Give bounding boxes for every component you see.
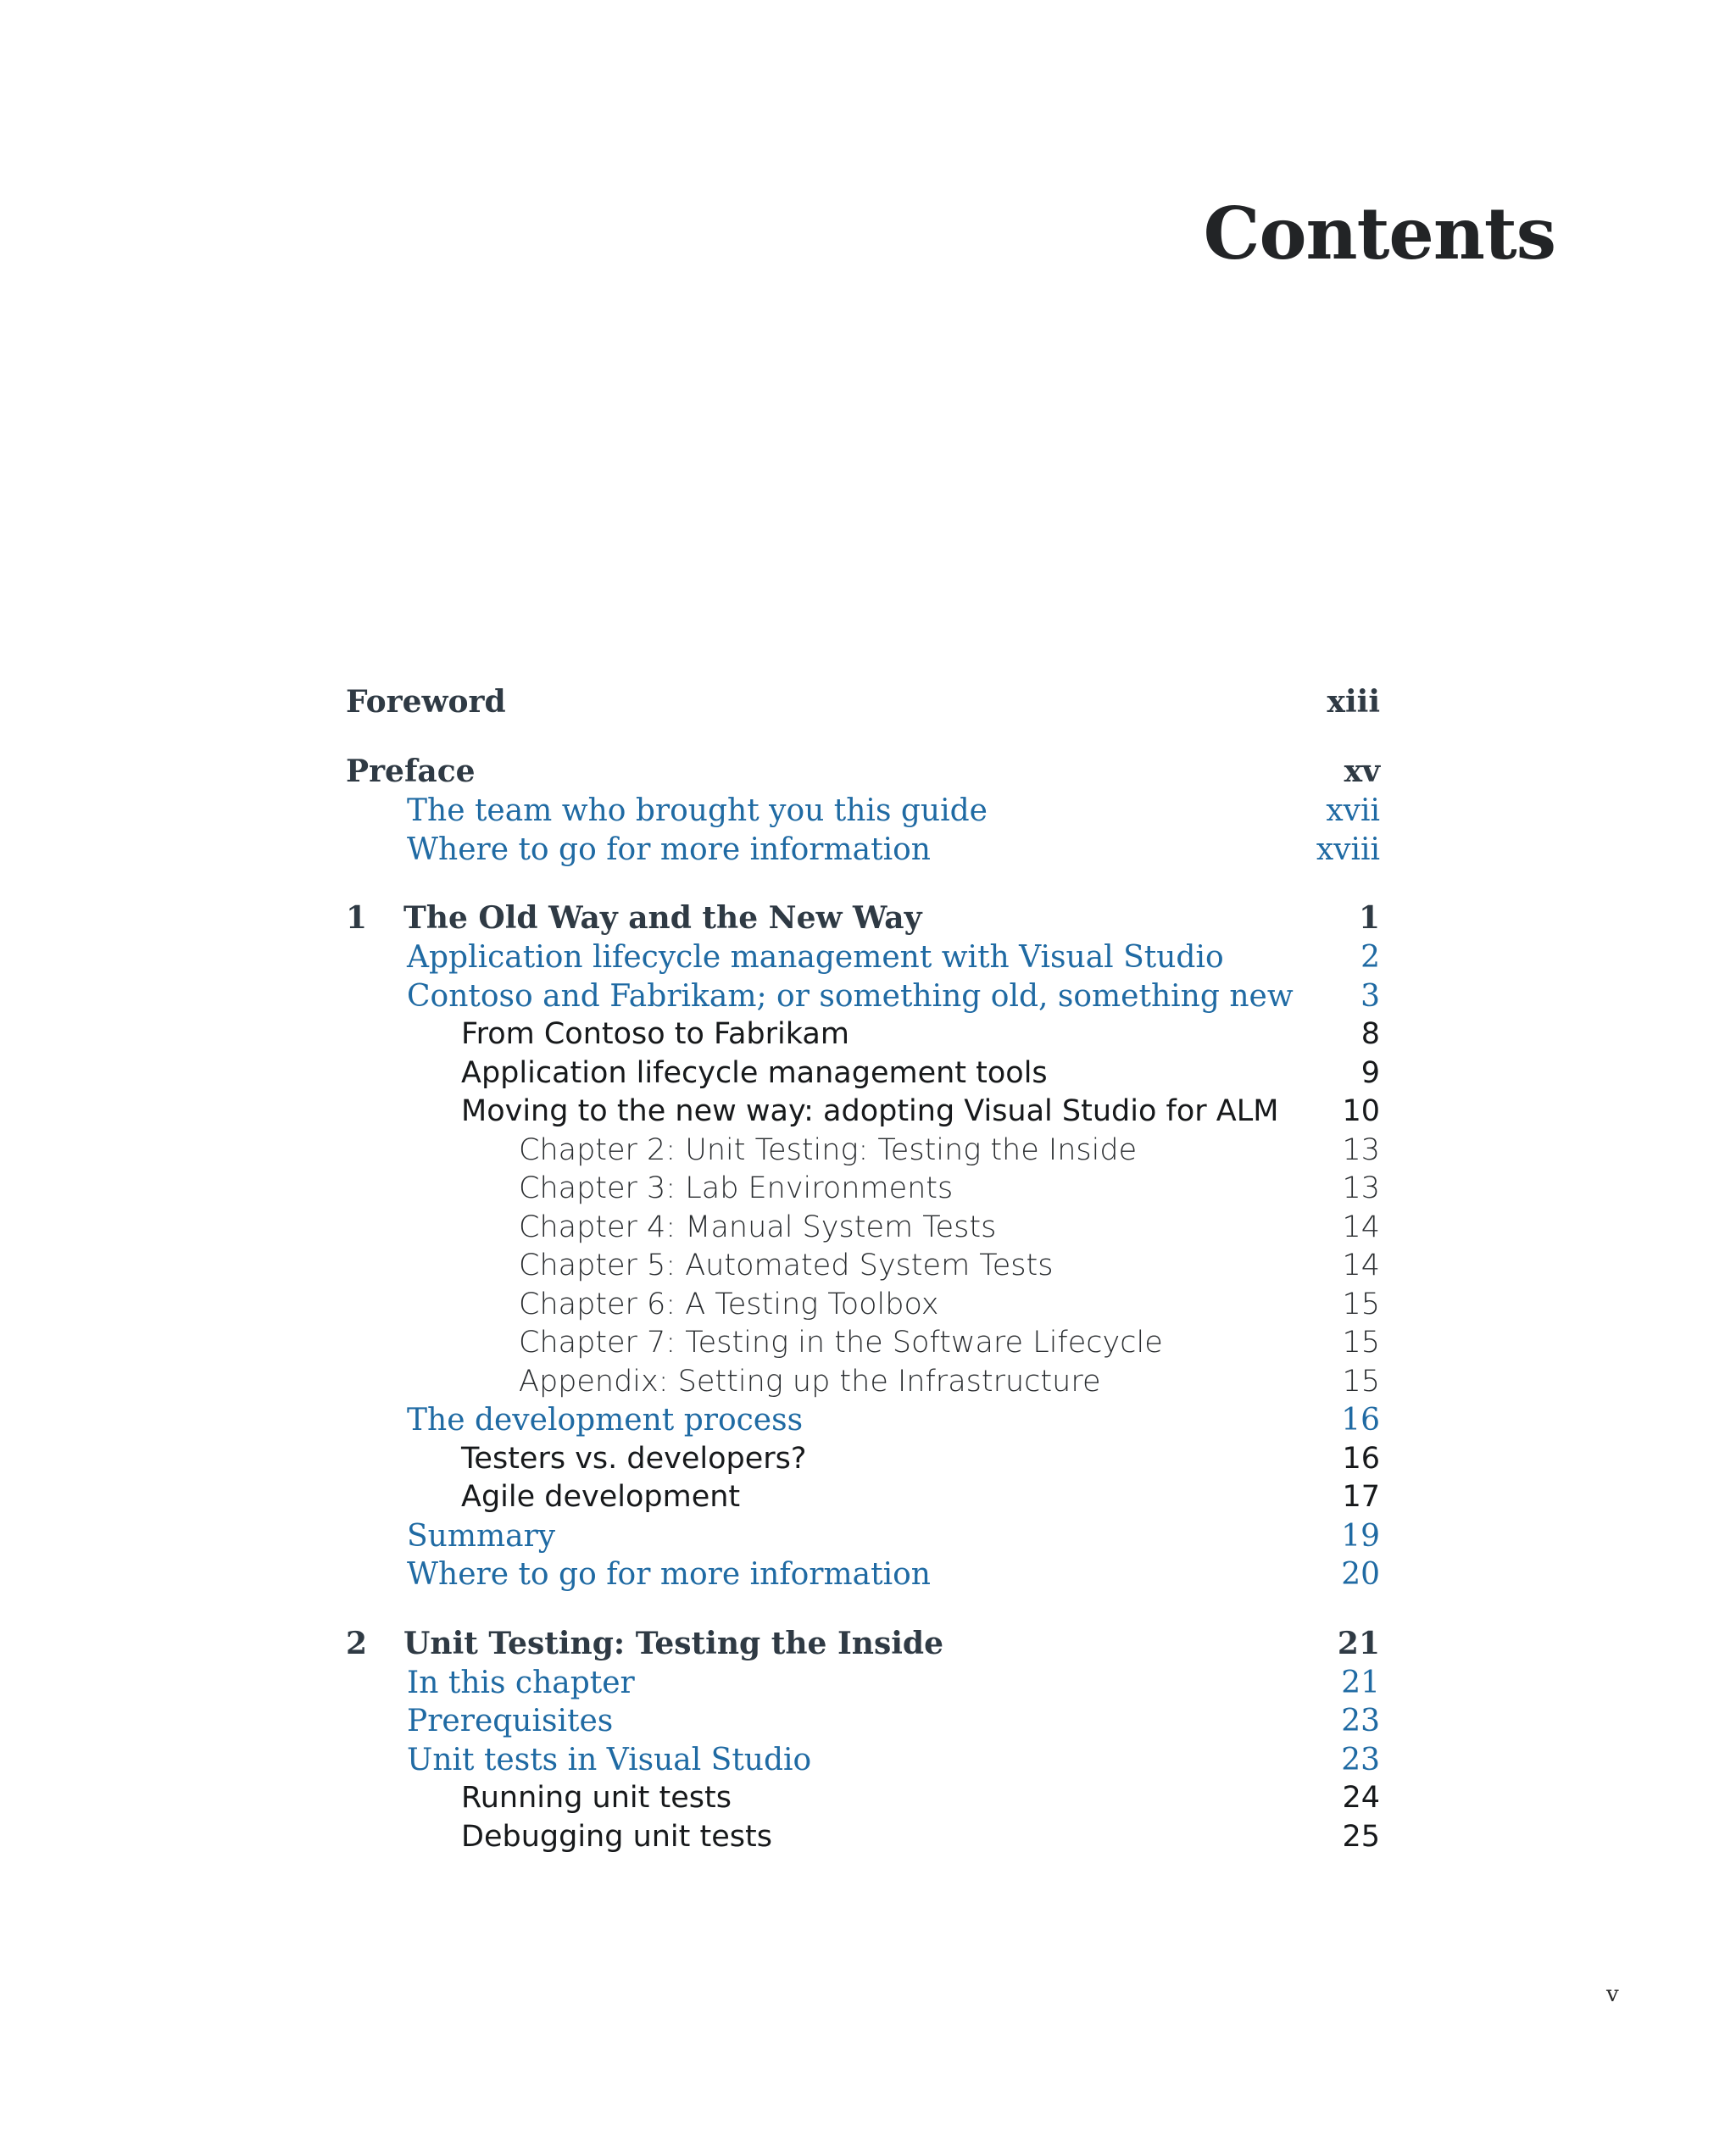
- toc-entry-label: Summary: [407, 1518, 556, 1554]
- toc-subsubentry[interactable]: [346, 1132, 1380, 1171]
- toc-section-foreword: [346, 681, 1380, 722]
- toc-entry-label: Unit Testing: Testing the Inside: [403, 1625, 943, 1661]
- toc-entry-page: 15: [1342, 1364, 1380, 1399]
- toc-subentry[interactable]: [346, 1440, 1380, 1479]
- page-title: Contents: [1203, 192, 1555, 275]
- toc-entry-page: 16: [1341, 1403, 1380, 1438]
- table-of-contents: [346, 681, 1380, 1885]
- toc-entry-link[interactable]: [346, 792, 1380, 831]
- toc-entry-page: 15: [1342, 1287, 1380, 1321]
- toc-section-chapter-2: [346, 1623, 1380, 1857]
- toc-section-preface: [346, 751, 1380, 869]
- toc-entry-label: From Contoso to Fabrikam: [461, 1017, 849, 1051]
- toc-entry-page: 10: [1342, 1094, 1380, 1128]
- toc-chapter-heading[interactable]: [346, 898, 1380, 938]
- toc-entry-link[interactable]: [346, 1555, 1380, 1594]
- toc-entry-page: 14: [1342, 1249, 1380, 1282]
- toc-chapter-heading[interactable]: [346, 1623, 1380, 1664]
- toc-entry-label: Testers vs. developers?: [461, 1441, 807, 1476]
- toc-entry-label: Unit tests in Visual Studio: [407, 1742, 812, 1777]
- toc-entry-page: 8: [1360, 1017, 1380, 1051]
- toc-entry-label: Moving to the new way: adopting Visual Studio for ALM: [461, 1094, 1279, 1128]
- toc-section-chapter-1: [346, 898, 1380, 1594]
- toc-entry-label: Application lifecycle management tools: [461, 1055, 1048, 1090]
- toc-entry-link[interactable]: [346, 1664, 1380, 1703]
- chapter-number: 1: [346, 900, 368, 936]
- chapter-number: 2: [346, 1625, 368, 1661]
- toc-entry-label: Chapter 5: Automated System Tests: [519, 1249, 1054, 1282]
- toc-subentry[interactable]: [346, 1054, 1380, 1093]
- toc-entry-page: xiii: [1327, 684, 1380, 720]
- toc-subsubentry[interactable]: [346, 1247, 1380, 1286]
- toc-entry-page: 19: [1341, 1518, 1380, 1554]
- toc-entry-label: Application lifecycle management with Visual Studio: [407, 940, 1224, 975]
- toc-entry-label: In this chapter: [407, 1665, 635, 1700]
- toc-entry-page: 25: [1342, 1819, 1380, 1854]
- toc-entry-page: 17: [1342, 1480, 1380, 1514]
- toc-subsubentry[interactable]: [346, 1324, 1380, 1363]
- toc-entry-page: 1: [1358, 900, 1380, 936]
- toc-entry-label: The development process: [407, 1403, 804, 1438]
- toc-entry-page: 9: [1360, 1055, 1380, 1090]
- toc-entry-label: Appendix: Setting up the Infrastructure: [519, 1364, 1101, 1399]
- toc-entry-link[interactable]: [346, 938, 1380, 977]
- toc-entry-label: The team who brought you this guide: [407, 793, 988, 828]
- toc-entry-link[interactable]: [346, 977, 1380, 1016]
- toc-entry-label: Chapter 4: Manual System Tests: [519, 1210, 997, 1244]
- toc-entry-label: Agile development: [461, 1480, 741, 1514]
- toc-entry-page: 13: [1342, 1132, 1380, 1167]
- toc-subentry[interactable]: [346, 1779, 1380, 1818]
- toc-entry-preface[interactable]: [346, 751, 1380, 792]
- toc-entry-page: 24: [1342, 1781, 1380, 1815]
- toc-entry-label: Contoso and Fabrikam; or something old, something new: [407, 978, 1294, 1014]
- toc-entry-page: xviii: [1316, 832, 1380, 867]
- toc-subsubentry[interactable]: [346, 1209, 1380, 1248]
- toc-entry-link[interactable]: [346, 1741, 1380, 1780]
- toc-entry-label: The Old Way and the New Way: [403, 900, 922, 936]
- toc-subentry[interactable]: [346, 1478, 1380, 1517]
- toc-entry-page: 14: [1342, 1210, 1380, 1244]
- toc-entry-label: Preface: [346, 754, 476, 789]
- toc-entry-page: 21: [1337, 1625, 1380, 1661]
- toc-entry-label: Where to go for more information: [407, 1557, 931, 1592]
- toc-entry-link[interactable]: [346, 1702, 1380, 1741]
- toc-entry-page: 23: [1341, 1704, 1380, 1738]
- toc-entry-page: 20: [1341, 1557, 1380, 1592]
- toc-entry-label: Prerequisites: [407, 1704, 614, 1738]
- toc-entry-page: xv: [1344, 754, 1380, 789]
- toc-entry-page: 16: [1342, 1441, 1380, 1476]
- toc-subentry[interactable]: [346, 1093, 1380, 1132]
- toc-entry-label: Chapter 7: Testing in the Software Lifecycle: [519, 1326, 1163, 1360]
- toc-entry-page: 15: [1342, 1326, 1380, 1360]
- toc-entry-link[interactable]: [346, 1517, 1380, 1556]
- toc-subsubentry[interactable]: [346, 1286, 1380, 1325]
- toc-entry-page: 2: [1360, 940, 1380, 975]
- toc-entry-label: Debugging unit tests: [461, 1819, 772, 1854]
- toc-entry-label: Foreword: [346, 684, 506, 720]
- toc-entry-page: 3: [1360, 978, 1380, 1014]
- page-folio: v: [1606, 1982, 1619, 2007]
- toc-entry-page: 21: [1341, 1665, 1380, 1700]
- toc-entry-label: Chapter 6: A Testing Toolbox: [519, 1287, 939, 1321]
- toc-entry-label: Chapter 3: Lab Environments: [519, 1171, 954, 1205]
- toc-entry-page: 23: [1341, 1742, 1380, 1777]
- toc-entry-label: Chapter 2: Unit Testing: Testing the Inside: [519, 1132, 1138, 1167]
- toc-entry-label: Where to go for more information: [407, 832, 931, 867]
- toc-subsubentry[interactable]: [346, 1170, 1380, 1209]
- toc-subentry[interactable]: [346, 1818, 1380, 1857]
- toc-entry-label: Running unit tests: [461, 1781, 732, 1815]
- toc-subentry[interactable]: [346, 1015, 1380, 1054]
- toc-entry-page: 13: [1342, 1171, 1380, 1205]
- toc-entry-foreword[interactable]: [346, 681, 1380, 722]
- toc-entry-link[interactable]: [346, 831, 1380, 870]
- toc-subsubentry[interactable]: [346, 1363, 1380, 1402]
- toc-entry-link[interactable]: [346, 1401, 1380, 1440]
- toc-entry-page: xvii: [1326, 793, 1380, 828]
